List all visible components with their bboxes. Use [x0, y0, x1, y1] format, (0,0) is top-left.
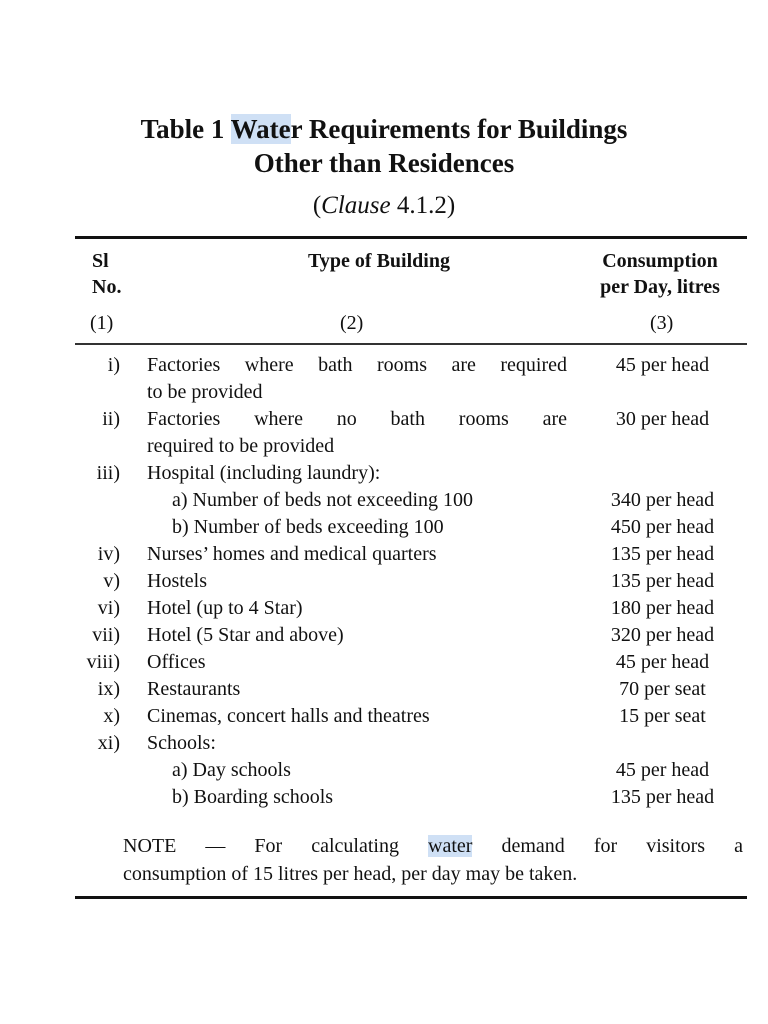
column-number-1: (1)	[90, 312, 114, 334]
row-value: 45 per head	[615, 759, 710, 781]
row-type: Hospital (including laundry):	[147, 462, 381, 484]
row-type: a) Day schools	[172, 759, 291, 781]
row-sl: x)	[103, 705, 120, 727]
table-row	[0, 730, 768, 757]
row-sl: ii)	[102, 408, 120, 430]
column-number-3: (3)	[650, 312, 674, 334]
table-row	[0, 622, 768, 649]
table-row	[0, 676, 768, 703]
top-rule	[75, 236, 747, 239]
table-row	[0, 757, 768, 784]
row-type: Factories where bath rooms are required	[147, 354, 567, 376]
row-sl: viii)	[86, 651, 120, 673]
row-value: 15 per seat	[619, 705, 706, 727]
row-value: 135 per head	[610, 786, 715, 808]
header-consumption-l2: per Day, litres	[600, 276, 720, 298]
clause-number: 4.1.2)	[390, 192, 456, 219]
row-type: b) Number of beds exceeding 100	[172, 516, 444, 538]
row-type: Hostels	[147, 570, 207, 592]
header-sl: Sl	[92, 250, 109, 272]
row-sl: xi)	[97, 732, 120, 754]
header-rule	[75, 343, 747, 345]
clause-reference	[0, 190, 768, 222]
table-body	[0, 352, 768, 811]
row-value: 30 per head	[615, 408, 710, 430]
header-type-of-building: Type of Building	[308, 250, 450, 272]
table-row	[0, 595, 768, 622]
title-prefix: Table 1	[140, 114, 231, 144]
row-type: Nurses’ homes and medical quarters	[147, 543, 437, 565]
row-sl: iv)	[97, 543, 120, 565]
row-sl: iii)	[96, 462, 120, 484]
table-title	[0, 112, 768, 146]
table-row	[0, 784, 768, 811]
row-value: 450 per head	[610, 516, 715, 538]
row-sl: v)	[103, 570, 120, 592]
row-value: 45 per head	[615, 354, 710, 376]
table-row	[0, 406, 768, 460]
row-value: 340 per head	[610, 489, 715, 511]
header-consumption	[560, 248, 760, 300]
row-type: Schools:	[147, 732, 216, 754]
row-type: Cinemas, concert halls and theatres	[147, 705, 430, 727]
header-consumption-l1: Consumption	[602, 250, 718, 272]
row-value: 135 per head	[610, 543, 715, 565]
row-type: Offices	[147, 651, 206, 673]
table-row	[0, 460, 768, 487]
row-type: Hotel (5 Star and above)	[147, 624, 344, 646]
table-note	[123, 832, 743, 888]
table-row	[0, 541, 768, 568]
table-row	[0, 649, 768, 676]
clause-word: Clause	[321, 192, 391, 219]
row-sl: ix)	[97, 678, 120, 700]
title-rest: r Requirements for Buildings	[290, 114, 628, 144]
table-row	[0, 352, 768, 406]
title-highlighted-text: Wate	[230, 114, 291, 144]
header-no: No.	[92, 276, 122, 298]
row-type: Hotel (up to 4 Star)	[147, 597, 303, 619]
row-type: Restaurants	[147, 678, 241, 700]
note-text-a: NOTE — For calculating	[123, 835, 429, 857]
row-type-cont: to be provided	[147, 381, 263, 403]
note-text-b: demand for visitors a	[472, 835, 744, 857]
row-type: b) Boarding schools	[172, 786, 334, 808]
row-value: 135 per head	[610, 570, 715, 592]
clause-open: (	[312, 192, 322, 219]
note-line-2: consumption of 15 litres per head, per day may be taken.	[123, 863, 578, 885]
row-value: 180 per head	[610, 597, 715, 619]
column-number-2: (2)	[340, 312, 364, 334]
row-sl: i)	[107, 354, 120, 376]
table-row	[0, 703, 768, 730]
table-row	[0, 568, 768, 595]
row-value: 320 per head	[610, 624, 715, 646]
row-sl: vii)	[92, 624, 120, 646]
note-highlighted-word: water	[428, 835, 473, 857]
row-type: Factories where no bath rooms are	[147, 408, 567, 430]
table-row	[0, 514, 768, 541]
row-type-cont: required to be provided	[147, 435, 335, 457]
row-value: 70 per seat	[619, 678, 706, 700]
bottom-rule	[75, 896, 747, 899]
row-type: a) Number of beds not exceeding 100	[172, 489, 474, 511]
table-row	[0, 487, 768, 514]
note-line-1	[123, 832, 743, 860]
table-title-line2: Other than Residences	[253, 148, 515, 178]
row-value: 45 per head	[615, 651, 710, 673]
row-sl: vi)	[97, 597, 120, 619]
